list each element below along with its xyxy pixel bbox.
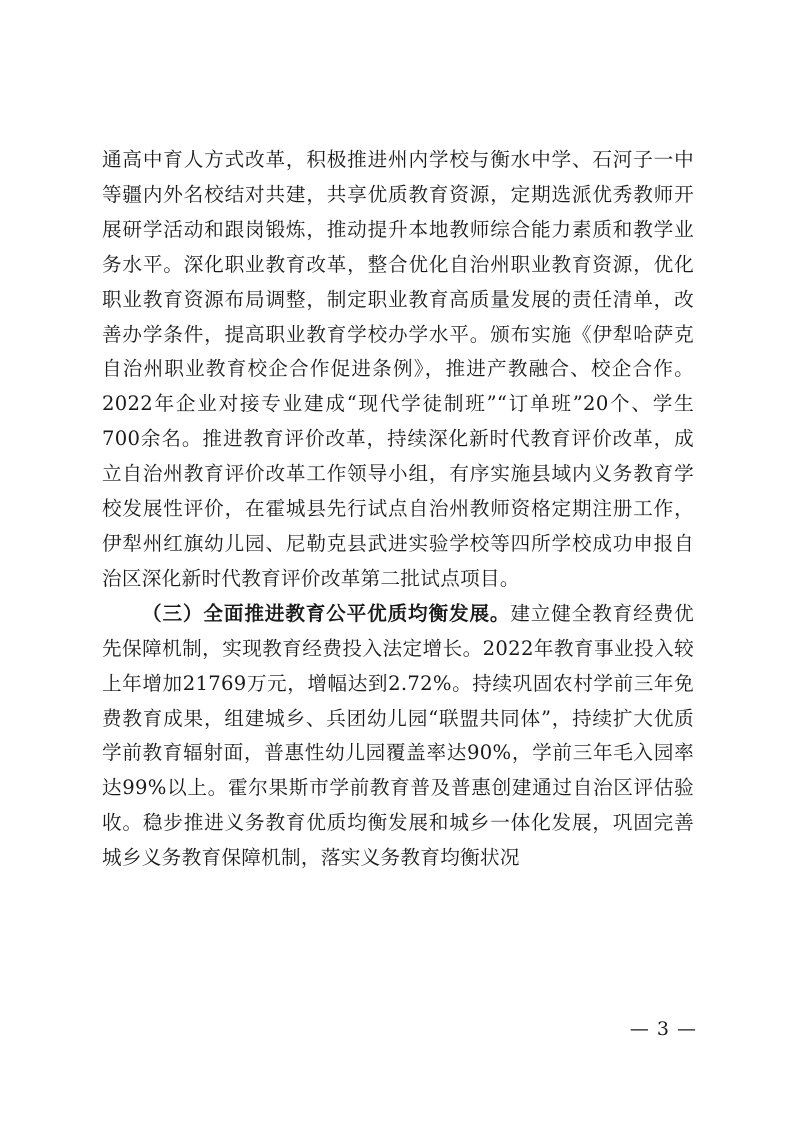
- section-heading: （三）全面推进教育公平优质均衡发展。: [142, 601, 511, 625]
- page-number: — 3 —: [629, 1018, 697, 1040]
- paragraph-continuation: 通高中育人方式改革，积极推进州内学校与衡水中学、石河子一中等疆内外名校结对共建，共享优质教育资源，定期选派优秀教师开展研学活动和跟岗锻炼，推动提升本地教师综合能力素质和教学业务水平。深化职业教育改革，整合优化自治州职业教育资源，优化职业教育资源布局调整，制定职业教育高质量发展的责任清单，改善办学条件，提高职业教育学校办学水平。颁布实施《伊犁哈萨克自治州职业教育校企合作促进条例》，推进产教融合、校企合作。2022年企业对接专业建成“现代学徒制班”“订单班”20个、学生700余名。推进教育评价改革，持续深化新时代教育评价改革，成立自治州教育评价改革工作领导小组，有序实施县域内义务教育学校发展性评价，在霍城县先行试点自治州教师资格定期注册工作，伊犁州红旗幼儿园、尼勒克县武进实验学校等四所学校成功申报自治区深化新时代教育评价改革第二批试点项目。: [102, 148, 694, 590]
- section-body-text: 建立健全教育经费优先保障机制，实现教育经费投入法定增长。2022年教育事业投入较上年增加21769万元，增幅达到2.72%。持续巩固农村学前三年免费教育成果，组建城乡、兵团幼儿园“联盟共同体”，持续扩大优质学前教育辐射面，普惠性幼儿园覆盖率达90%，学前三年毛入园率达99%以上。霍尔果斯市学前教育普及普惠创建通过自治区评估验收。稳步推进义务教育优质均衡发展和城乡一体化发展，巩固完善城乡义务教育保障机制，落实义务教育均衡状况: [102, 601, 694, 870]
- paragraph-section-three: [102, 597, 694, 876]
- document-body: [102, 143, 694, 876]
